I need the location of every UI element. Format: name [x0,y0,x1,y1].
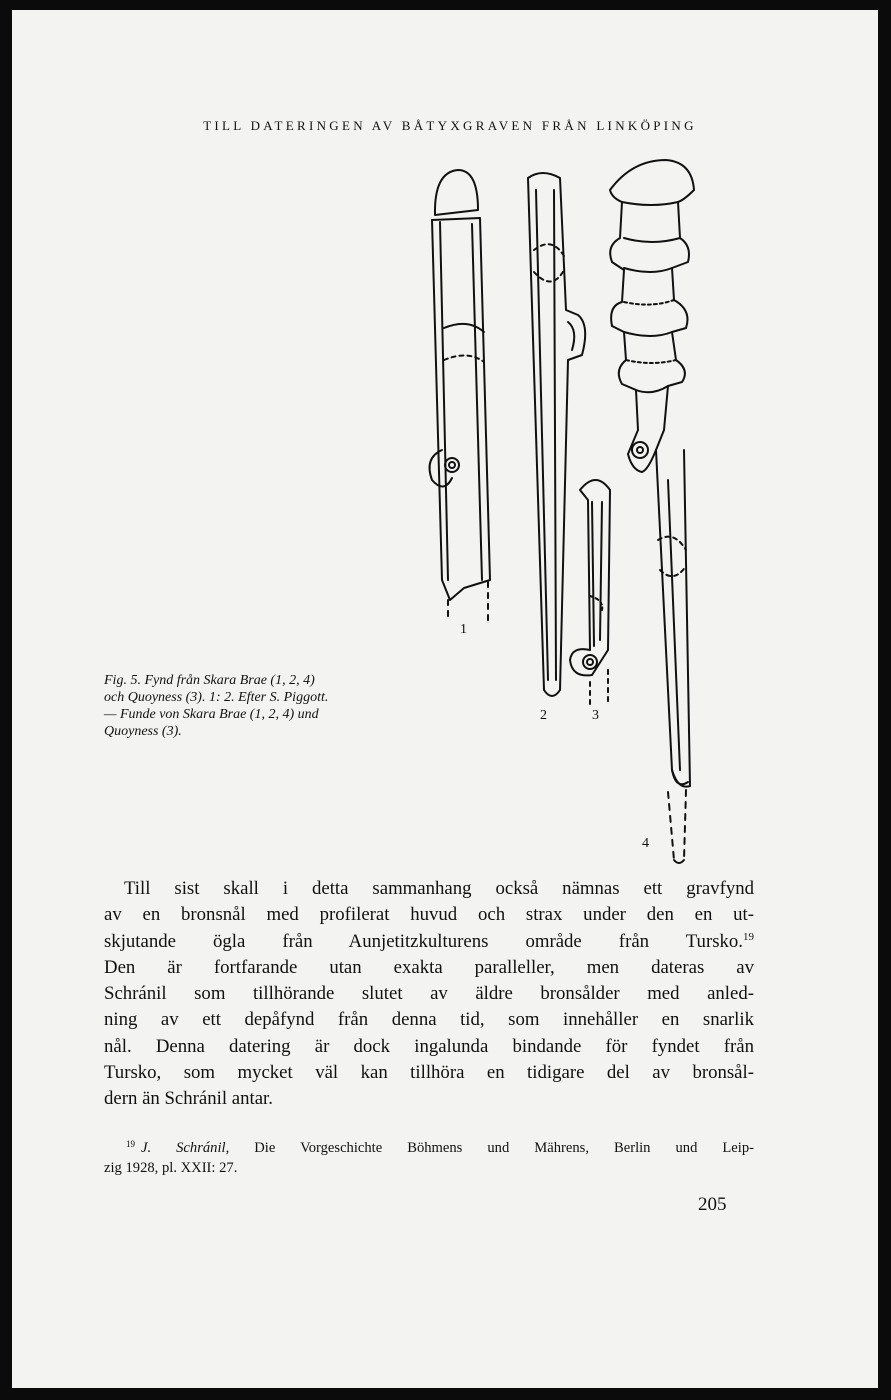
pin-3-drawing [570,480,610,705]
figure-caption [104,672,424,740]
caption-line: — Funde von Skara Brae (1, 2, 4) und [104,707,319,722]
running-head: TILL DATERINGEN AV BÅTYXGRAVEN FRÅN LINKÖPING [203,118,697,133]
figure-label-1: 1 [460,622,467,637]
caption-line: Fig. 5. Fynd från Skara Brae (1, 2, 4) [104,673,315,688]
pin-2-drawing [528,173,585,696]
body-line [104,929,754,955]
body-line: Schránil som tillhörande slutet av äldre bronsålder med anled- [104,983,754,1005]
footnote-author: J. Schránil, [141,1140,230,1156]
figure-label-3: 3 [592,708,599,723]
body-line: ning av ett depåfynd från denna tid, som innehåller en snarlik [104,1009,754,1031]
body-line-text: skjutande ögla från Aunjetitzkulturens område från Tursko. [104,930,743,952]
figure-pins-illustration [12,10,878,880]
page-number: 205 [698,1194,727,1215]
caption-line: Quoyness (3). [104,724,182,739]
footnote-line [104,1134,754,1158]
body-line: Till sist skall i detta sammanhang också nämnas ett gravfynd [124,878,754,899]
pin-1-drawing [430,170,490,620]
footnote [104,1134,754,1178]
body-line: Den är fortfarande utan exakta paralleller, men dateras av [104,956,754,978]
body-line: Tursko, som mycket väl kan tillhöra en tidigare del av bronsål- [104,1062,754,1084]
figure-label-2: 2 [540,708,547,723]
body-line: dern än Schránil antar. [104,1088,273,1110]
body-line: av en bronsnål med profilerat huvud och strax under den en ut- [104,904,754,926]
footnote-mark: 19 [126,1139,135,1149]
body-paragraph [104,876,754,1113]
pin-4-drawing [610,160,694,863]
document-page [12,10,878,1388]
caption-line: och Quoyness (3). 1: 2. Efter S. Piggott. [104,690,329,705]
footnote-line: zig 1928, pl. XXII: 27. [104,1160,238,1176]
footnote-text: Die Vorgeschichte Böhmens und Mährens, Berlin und Leip- [229,1140,754,1156]
footnote-reference[interactable]: 19 [743,930,754,943]
figure-label-4: 4 [642,836,649,851]
body-line: nål. Denna datering är dock ingalunda bindande för fyndet från [104,1035,754,1057]
